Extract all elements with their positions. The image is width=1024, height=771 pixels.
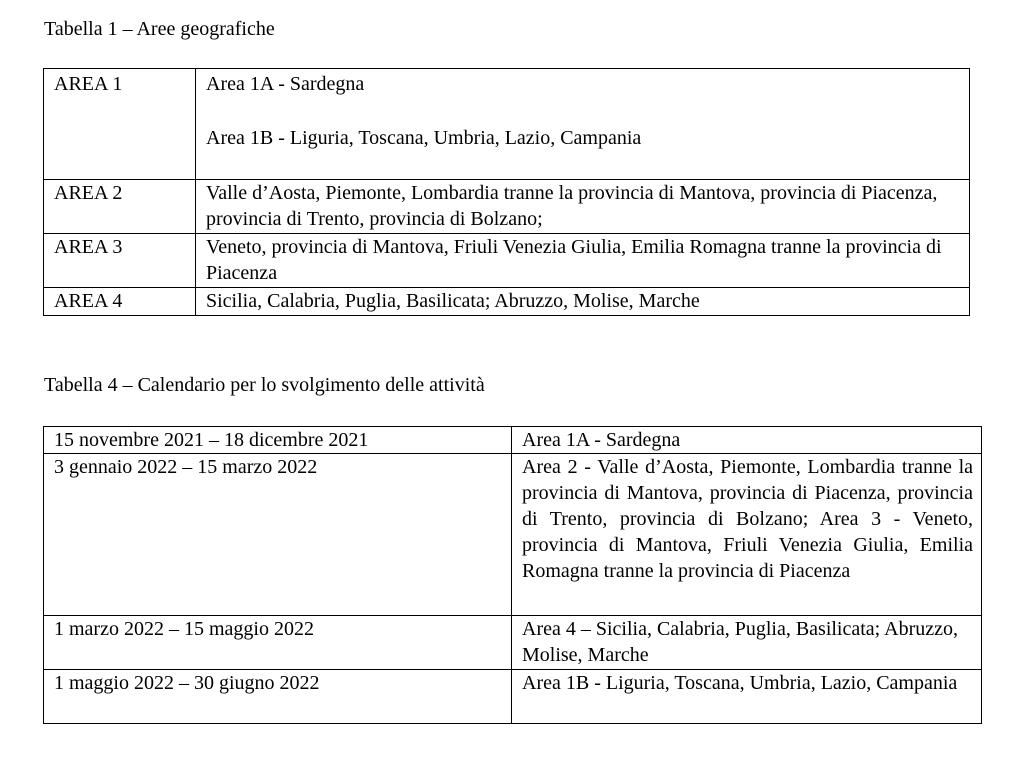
table-row xyxy=(44,69,970,180)
period-cell: 15 novembre 2021 – 18 dicembre 2021 xyxy=(44,427,512,454)
activity-calendar-table xyxy=(43,426,982,724)
sub-area-1b: Area 1B - Liguria, Toscana, Umbria, Lazio, Campania xyxy=(206,127,642,149)
sub-area-1a: Area 1A - Sardegna xyxy=(206,73,365,95)
table-row xyxy=(44,670,982,724)
area-regions-cell: Sicilia, Calabria, Puglia, Basilicata; Abruzzo, Molise, Marche xyxy=(196,288,970,316)
table-row xyxy=(44,427,982,454)
area-regions-cell: Valle d’Aosta, Piemonte, Lombardia tranne la provincia di Mantova, provincia di Piacenza, provincia di Trento, provincia di Bolzano; xyxy=(196,180,970,234)
area-name-cell: AREA 1 xyxy=(44,69,196,180)
table-4-caption: Tabella 4 – Calendario per lo svolgimento delle attività xyxy=(44,374,485,396)
area-name-cell: AREA 3 xyxy=(44,234,196,288)
table-row xyxy=(44,616,982,670)
table-row xyxy=(44,180,970,234)
area-regions-cell: Veneto, provincia di Mantova, Friuli Venezia Giulia, Emilia Romagna tranne la provincia di Piacenza xyxy=(196,234,970,288)
period-cell: 1 maggio 2022 – 30 giugno 2022 xyxy=(44,670,512,724)
table-row xyxy=(44,454,982,616)
areas-cell: Area 1A - Sardegna xyxy=(512,427,982,454)
areas-cell: Area 2 - Valle d’Aosta, Piemonte, Lombardia tranne la provincia di Mantova, provincia di Piacenza, provincia di Trento, provincia di Bolzano; Area 3 - Veneto, provincia di Mantova, Friuli Venezia Giulia, Emilia Romagna tranne la provincia di Piacenza xyxy=(512,454,982,616)
area-regions-cell xyxy=(196,69,970,180)
area-name-cell: AREA 4 xyxy=(44,288,196,316)
areas-cell: Area 4 – Sicilia, Calabria, Puglia, Basilicata; Abruzzo, Molise, Marche xyxy=(512,616,982,670)
areas-cell: Area 1B - Liguria, Toscana, Umbria, Lazio, Campania xyxy=(512,670,982,724)
table-1-caption: Tabella 1 – Aree geografiche xyxy=(44,18,275,40)
period-cell: 1 marzo 2022 – 15 maggio 2022 xyxy=(44,616,512,670)
table-row xyxy=(44,234,970,288)
area-name-cell: AREA 2 xyxy=(44,180,196,234)
table-row xyxy=(44,288,970,316)
period-cell: 3 gennaio 2022 – 15 marzo 2022 xyxy=(44,454,512,616)
geographic-areas-table xyxy=(43,68,970,316)
